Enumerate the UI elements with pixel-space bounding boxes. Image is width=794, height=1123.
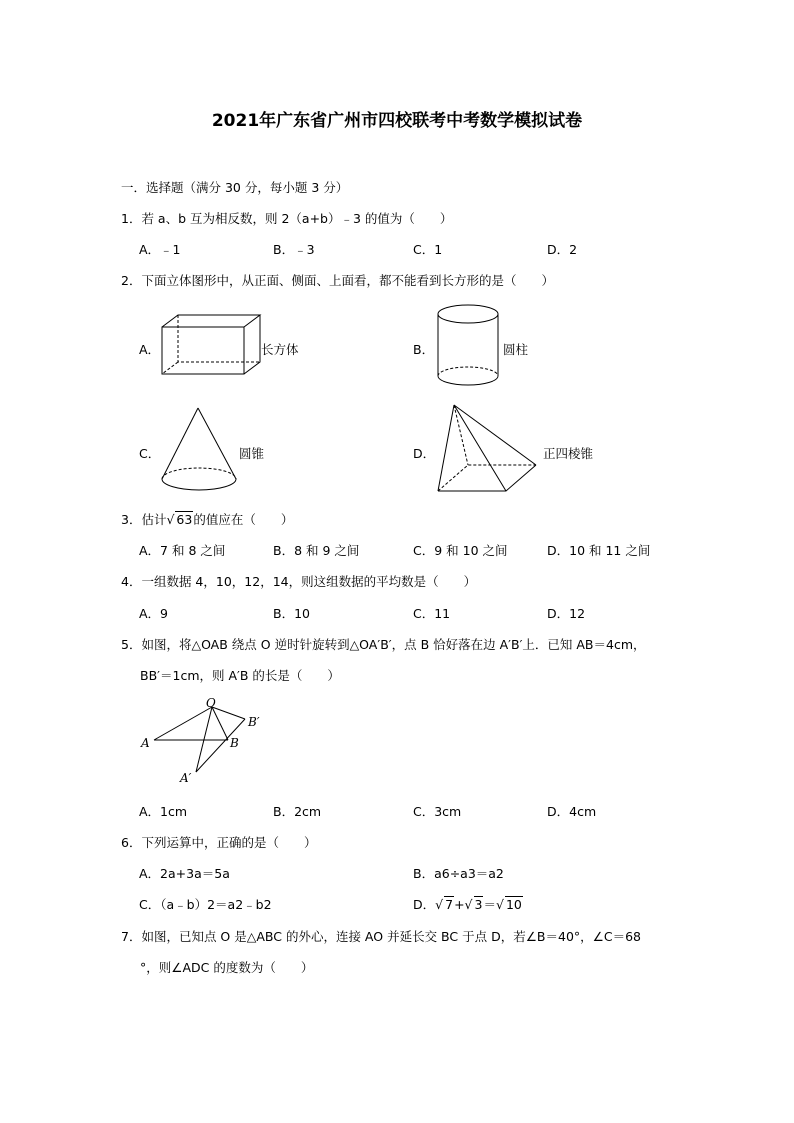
q3-option-c[interactable]: C．9 和 10 之间	[413, 543, 508, 558]
q6-option-c[interactable]	[139, 895, 272, 913]
question-7-line1: 7．如图，已知点 O 是△ABC 的外心，连接 AO 并延长交 BC 于点 D，若∠B＝40°，∠C＝68	[121, 929, 641, 944]
sqrt-sign-icon: √	[435, 897, 444, 912]
q5-option-a[interactable]: A．1cm	[139, 804, 188, 819]
plus-sign: +	[454, 897, 465, 912]
q2-option-c-label: 圆锥	[239, 446, 265, 461]
q2-option-d-label: 正四棱锥	[543, 446, 594, 461]
q6-option-b-expr: a6÷a3＝a2	[434, 866, 504, 881]
sqrt-sign-icon: √	[464, 897, 473, 912]
point-a-label: A	[141, 736, 150, 750]
q3-stem-prefix: 3．估计	[121, 512, 167, 527]
q5-option-d[interactable]: D．4cm	[547, 804, 597, 819]
q6-option-b[interactable]	[413, 864, 504, 882]
q4-option-d[interactable]: D．12	[547, 606, 586, 621]
q2-option-b-label: 圆柱	[503, 342, 529, 357]
q3-radicand: 63	[176, 512, 193, 527]
q3-stem-suffix: 的值应在（ ）	[193, 512, 294, 527]
page-title: 2021年广东省广州市四校联考中考数学模拟试卷	[211, 111, 583, 131]
question-7-line2: °，则∠ADC 的度数为（ ）	[140, 960, 314, 975]
q2-option-a-label: 长方体	[261, 342, 299, 357]
q6-option-d-letter: D．	[413, 897, 436, 912]
q3-option-d[interactable]: D．10 和 11 之间	[547, 543, 651, 558]
question-2-stem: 2．下面立体图形中，从正面、侧面、上面看，都不能看到长方形的是（ ）	[121, 273, 554, 288]
q3-option-a[interactable]: A．7 和 8 之间	[139, 543, 226, 558]
q1-option-c[interactable]: C．1	[413, 242, 443, 257]
point-b-label: B	[230, 736, 239, 750]
q4-option-a[interactable]: A．9	[139, 606, 169, 621]
question-4-stem: 4．一组数据 4，10，12，14，则这组数据的平均数是（ ）	[121, 574, 477, 589]
q1-option-d[interactable]: D．2	[547, 242, 578, 257]
cone-figure	[160, 405, 240, 495]
q6-option-c-letter: C．	[139, 897, 161, 912]
point-b-prime-label: B′	[248, 715, 260, 729]
point-o-label: O	[206, 696, 216, 710]
q2-option-c-letter[interactable]: C．	[139, 446, 161, 461]
q4-option-c[interactable]: C．11	[413, 606, 451, 621]
question-5-line1: 5．如图，将△OAB 绕点 O 逆时针旋转到△OA′B′，点 B 恰好落在边 A′B′上．已知 AB＝4cm，	[121, 637, 646, 652]
q6-option-d-radicand-3: 10	[505, 897, 522, 912]
q2-option-a-letter[interactable]: A．	[139, 342, 161, 357]
section-header: 一．选择题（满分 30 分，每小题 3 分）	[121, 180, 349, 195]
q3-option-b[interactable]: B．8 和 9 之间	[273, 543, 360, 558]
q4-option-b[interactable]: B．10	[273, 606, 310, 621]
question-3-stem	[121, 510, 293, 528]
sqrt-sign-icon: √	[166, 512, 175, 527]
q6-option-d-radicand-1: 7	[445, 897, 454, 912]
cylinder-figure	[436, 303, 506, 388]
rotation-triangle-figure	[140, 695, 280, 785]
q6-option-a[interactable]: A．2a+3a＝5a	[139, 866, 230, 881]
question-5-line2: BB′＝1cm，则 A′B 的长是（ ）	[140, 668, 340, 683]
q1-option-a[interactable]: A．﹣1	[139, 242, 181, 257]
q2-option-d-letter[interactable]: D．	[413, 446, 436, 461]
q6-option-d[interactable]	[413, 895, 523, 913]
q6-option-d-radicand-2: 3	[474, 897, 483, 912]
q5-option-b[interactable]: B．2cm	[273, 804, 322, 819]
q5-option-c[interactable]: C．3cm	[413, 804, 462, 819]
cuboid-figure	[158, 312, 268, 382]
q6-option-b-letter: B．	[413, 866, 435, 881]
point-a-prime-label: A′	[180, 771, 192, 785]
question-6-stem: 6．下列运算中，正确的是（ ）	[121, 835, 317, 850]
q2-option-b-letter[interactable]: B．	[413, 342, 435, 357]
question-1-stem: 1．若 a、b 互为相反数，则 2（a+b）﹣3 的值为（ ）	[121, 211, 453, 226]
q1-option-b[interactable]: B．﹣3	[273, 242, 315, 257]
equals-sign: ＝	[483, 897, 496, 912]
sqrt-sign-icon: √	[495, 897, 504, 912]
q6-option-c-expr: （a﹣b）2＝a2﹣b2	[160, 897, 272, 912]
square-pyramid-figure	[434, 402, 544, 497]
